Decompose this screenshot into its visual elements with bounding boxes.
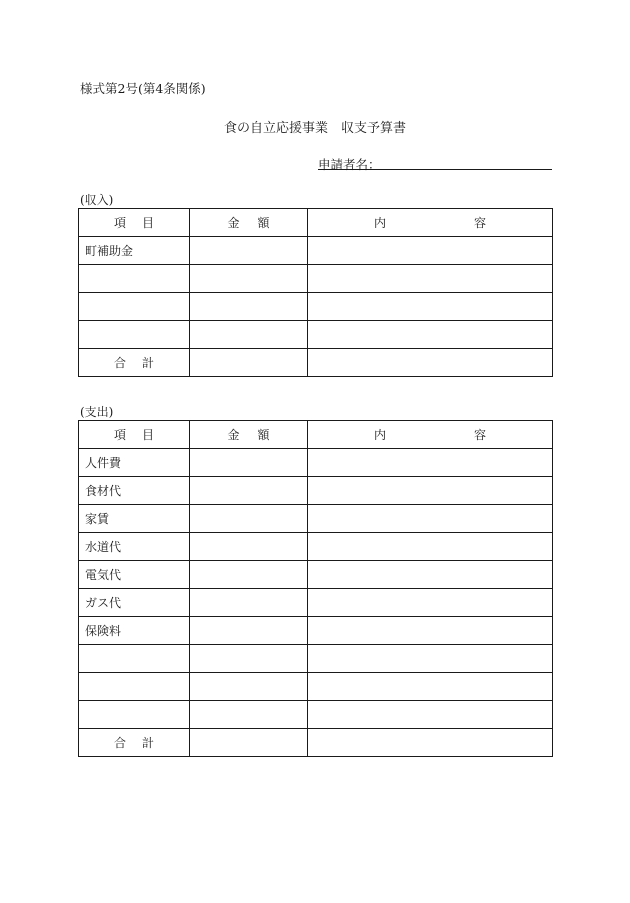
expense-section-label: (支出) [80,405,114,419]
amount-cell[interactable] [190,701,308,729]
content-cell[interactable] [308,701,553,729]
item-name-cell[interactable] [79,645,190,673]
item-name-cell[interactable]: 食材代 [79,477,190,505]
document-title: 食の自立応援事業 収支予算書 [223,121,406,136]
total-amount-cell[interactable] [190,729,308,757]
item-name-cell[interactable]: ガス代 [79,589,190,617]
amount-cell[interactable] [190,449,308,477]
table-row [79,701,553,729]
header-amount-cell [190,209,308,237]
header-item-cell [79,209,190,237]
item-name-cell[interactable]: 保険料 [79,617,190,645]
header-row [79,209,553,237]
table-row [79,477,553,505]
total-content-cell[interactable] [308,729,553,757]
item-name-cell[interactable]: 水道代 [79,533,190,561]
header-amount-char: 額 [257,215,270,230]
amount-cell[interactable] [190,617,308,645]
applicant-name-label: 申請者名： [318,157,381,172]
header-content-char: 容 [473,427,486,442]
total-amount-cell[interactable] [190,349,308,377]
content-cell[interactable] [308,449,553,477]
header-content-char: 内 [374,215,387,230]
content-cell[interactable] [308,321,553,349]
amount-cell[interactable] [190,237,308,265]
header-amount-char: 額 [257,427,270,442]
amount-cell[interactable] [190,293,308,321]
total-label-char: 計 [141,735,154,750]
content-cell[interactable] [308,237,553,265]
total-label [114,357,154,369]
total-label-cell [79,349,190,377]
amount-cell[interactable] [190,265,308,293]
header-row [79,421,553,449]
total-content-cell[interactable] [308,349,553,377]
header-item-char: 目 [141,427,154,442]
amount-cell[interactable] [190,561,308,589]
amount-cell[interactable] [190,505,308,533]
total-label-char: 合 [114,735,127,750]
amount-cell[interactable] [190,645,308,673]
content-cell[interactable] [308,589,553,617]
content-cell[interactable] [308,561,553,589]
total-label [114,737,154,749]
table-row [79,589,553,617]
table-row [79,617,553,645]
content-cell[interactable] [308,265,553,293]
item-name-cell[interactable]: 家賃 [79,505,190,533]
form-number: 様式第2号(第4条関係) [80,81,206,96]
table-row [79,673,553,701]
item-name-cell[interactable]: 電気代 [79,561,190,589]
content-cell[interactable] [308,673,553,701]
applicant-name-field[interactable] [318,155,552,170]
amount-cell[interactable] [190,673,308,701]
header-amount-char: 金 [227,215,240,230]
content-cell[interactable] [308,645,553,673]
total-row [79,729,553,757]
item-name-cell[interactable] [79,673,190,701]
item-name-cell[interactable]: 人件費 [79,449,190,477]
amount-cell[interactable] [190,477,308,505]
total-label-cell [79,729,190,757]
header-amount-char: 金 [227,427,240,442]
header-content [374,217,486,229]
total-label-char: 計 [141,355,154,370]
header-content-cell [308,421,553,449]
income-table [78,208,553,377]
table-row [79,505,553,533]
item-name-cell[interactable] [79,293,190,321]
table-row [79,533,553,561]
table-row [79,561,553,589]
item-name-cell[interactable] [79,265,190,293]
amount-cell[interactable] [190,321,308,349]
amount-cell[interactable] [190,533,308,561]
header-item-cell [79,421,190,449]
content-cell[interactable] [308,617,553,645]
header-content-cell [308,209,553,237]
content-cell[interactable] [308,505,553,533]
table-row [79,645,553,673]
expense-table [78,420,553,757]
header-item [114,217,154,229]
total-row [79,349,553,377]
table-row [79,237,553,265]
header-amount-cell [190,421,308,449]
header-content-char: 内 [374,427,387,442]
income-section-label: (収入) [80,193,114,207]
content-cell[interactable] [308,533,553,561]
header-item [114,429,154,441]
table-row [79,293,553,321]
item-name-cell[interactable]: 町補助金 [79,237,190,265]
content-cell[interactable] [308,293,553,321]
header-item-char: 目 [141,215,154,230]
table-row [79,265,553,293]
amount-cell[interactable] [190,589,308,617]
header-content-char: 容 [473,215,486,230]
table-row [79,449,553,477]
header-amount [228,429,270,441]
header-amount [228,217,270,229]
header-content [374,429,486,441]
table-row [79,321,553,349]
header-item-char: 項 [114,215,127,230]
item-name-cell[interactable] [79,701,190,729]
item-name-cell[interactable] [79,321,190,349]
total-label-char: 合 [114,355,127,370]
content-cell[interactable] [308,477,553,505]
header-item-char: 項 [114,427,127,442]
